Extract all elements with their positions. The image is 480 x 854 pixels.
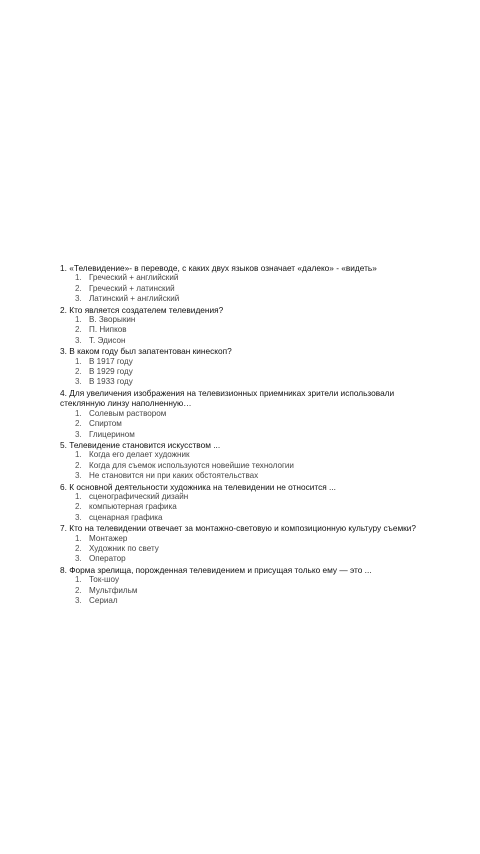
answer-options (60, 409, 428, 440)
answer-option: 1. Когда его делает художник (75, 450, 190, 460)
answer-options (60, 534, 428, 565)
answer-options (60, 492, 428, 523)
answer-options (60, 273, 428, 304)
question-text: 6. К основной деятельности художника на телевидении не относится ... (60, 481, 336, 492)
question-block (60, 440, 428, 482)
answer-options (60, 357, 428, 388)
answer-option: 1. В 1917 году (75, 356, 133, 366)
answer-options (60, 575, 428, 606)
quiz-document (60, 263, 428, 606)
question-text: 2. Кто является создателем телевидения? (60, 304, 224, 315)
answer-option: 2. В 1929 году (75, 367, 133, 377)
answer-option: 3. Не становится ни при каких обстоятельствах (75, 471, 259, 481)
question-block (60, 388, 428, 440)
answer-option: 3. сценарная графика (75, 512, 163, 522)
answer-option: 2. Греческий + латинский (75, 283, 175, 293)
answer-option: 2. Спиртом (75, 419, 122, 429)
question-text: 5. Телевидение становится искусством ... (60, 439, 221, 450)
question-text: 7. Кто на телевидении отвечает за монтажно-световую и композиционную культуру съемки? (60, 523, 417, 534)
answer-option: 3. В 1933 году (75, 377, 133, 387)
answer-option: 1. Монтажер (75, 533, 128, 543)
question-block (60, 263, 428, 305)
question-block (60, 482, 428, 524)
answer-option: 2. Художник по свету (75, 543, 159, 553)
question-block (60, 305, 428, 347)
question-text: 4. Для увеличения изображения на телевизионных приемниках зрители использовали стеклянную линзу наполненную… (60, 387, 395, 409)
answer-option: 2. компьютерная графика (75, 502, 177, 512)
answer-option: 3. Латинский + английский (75, 294, 180, 304)
question-text: 8. Форма зрелища, порожденная телевидением и присущая только ему — это ... (60, 564, 372, 575)
question-text: 1. «Телевидение»- в переводе, с каких двух языков означает «далеко» - «видеть» (60, 263, 377, 273)
answer-option: 1. Греческий + английский (75, 273, 179, 283)
question-block (60, 523, 428, 565)
answer-option: 3. Глицерином (75, 429, 135, 439)
answer-option: 2. Когда для съемок используются новейшие технологии (75, 460, 294, 470)
answer-option: 3. Сериал (75, 596, 118, 605)
answer-option: 1. Ток-шоу (75, 575, 119, 585)
answer-option: 1. Солевым раствором (75, 408, 167, 418)
answer-options (60, 450, 428, 481)
answer-option: 1. сценографический дизайн (75, 491, 189, 501)
answer-option: 2. П. Нипков (75, 325, 127, 335)
question-block (60, 346, 428, 388)
answer-option: 1. В. Зворыкин (75, 315, 136, 325)
question-block (60, 565, 428, 607)
answer-options (60, 315, 428, 346)
answer-option: 3. Оператор (75, 554, 126, 564)
answer-option: 3. Т. Эдисон (75, 335, 126, 345)
answer-option: 2. Мультфильм (75, 585, 138, 595)
question-text: 3. В каком году был запатентован кинескоп? (60, 346, 232, 357)
